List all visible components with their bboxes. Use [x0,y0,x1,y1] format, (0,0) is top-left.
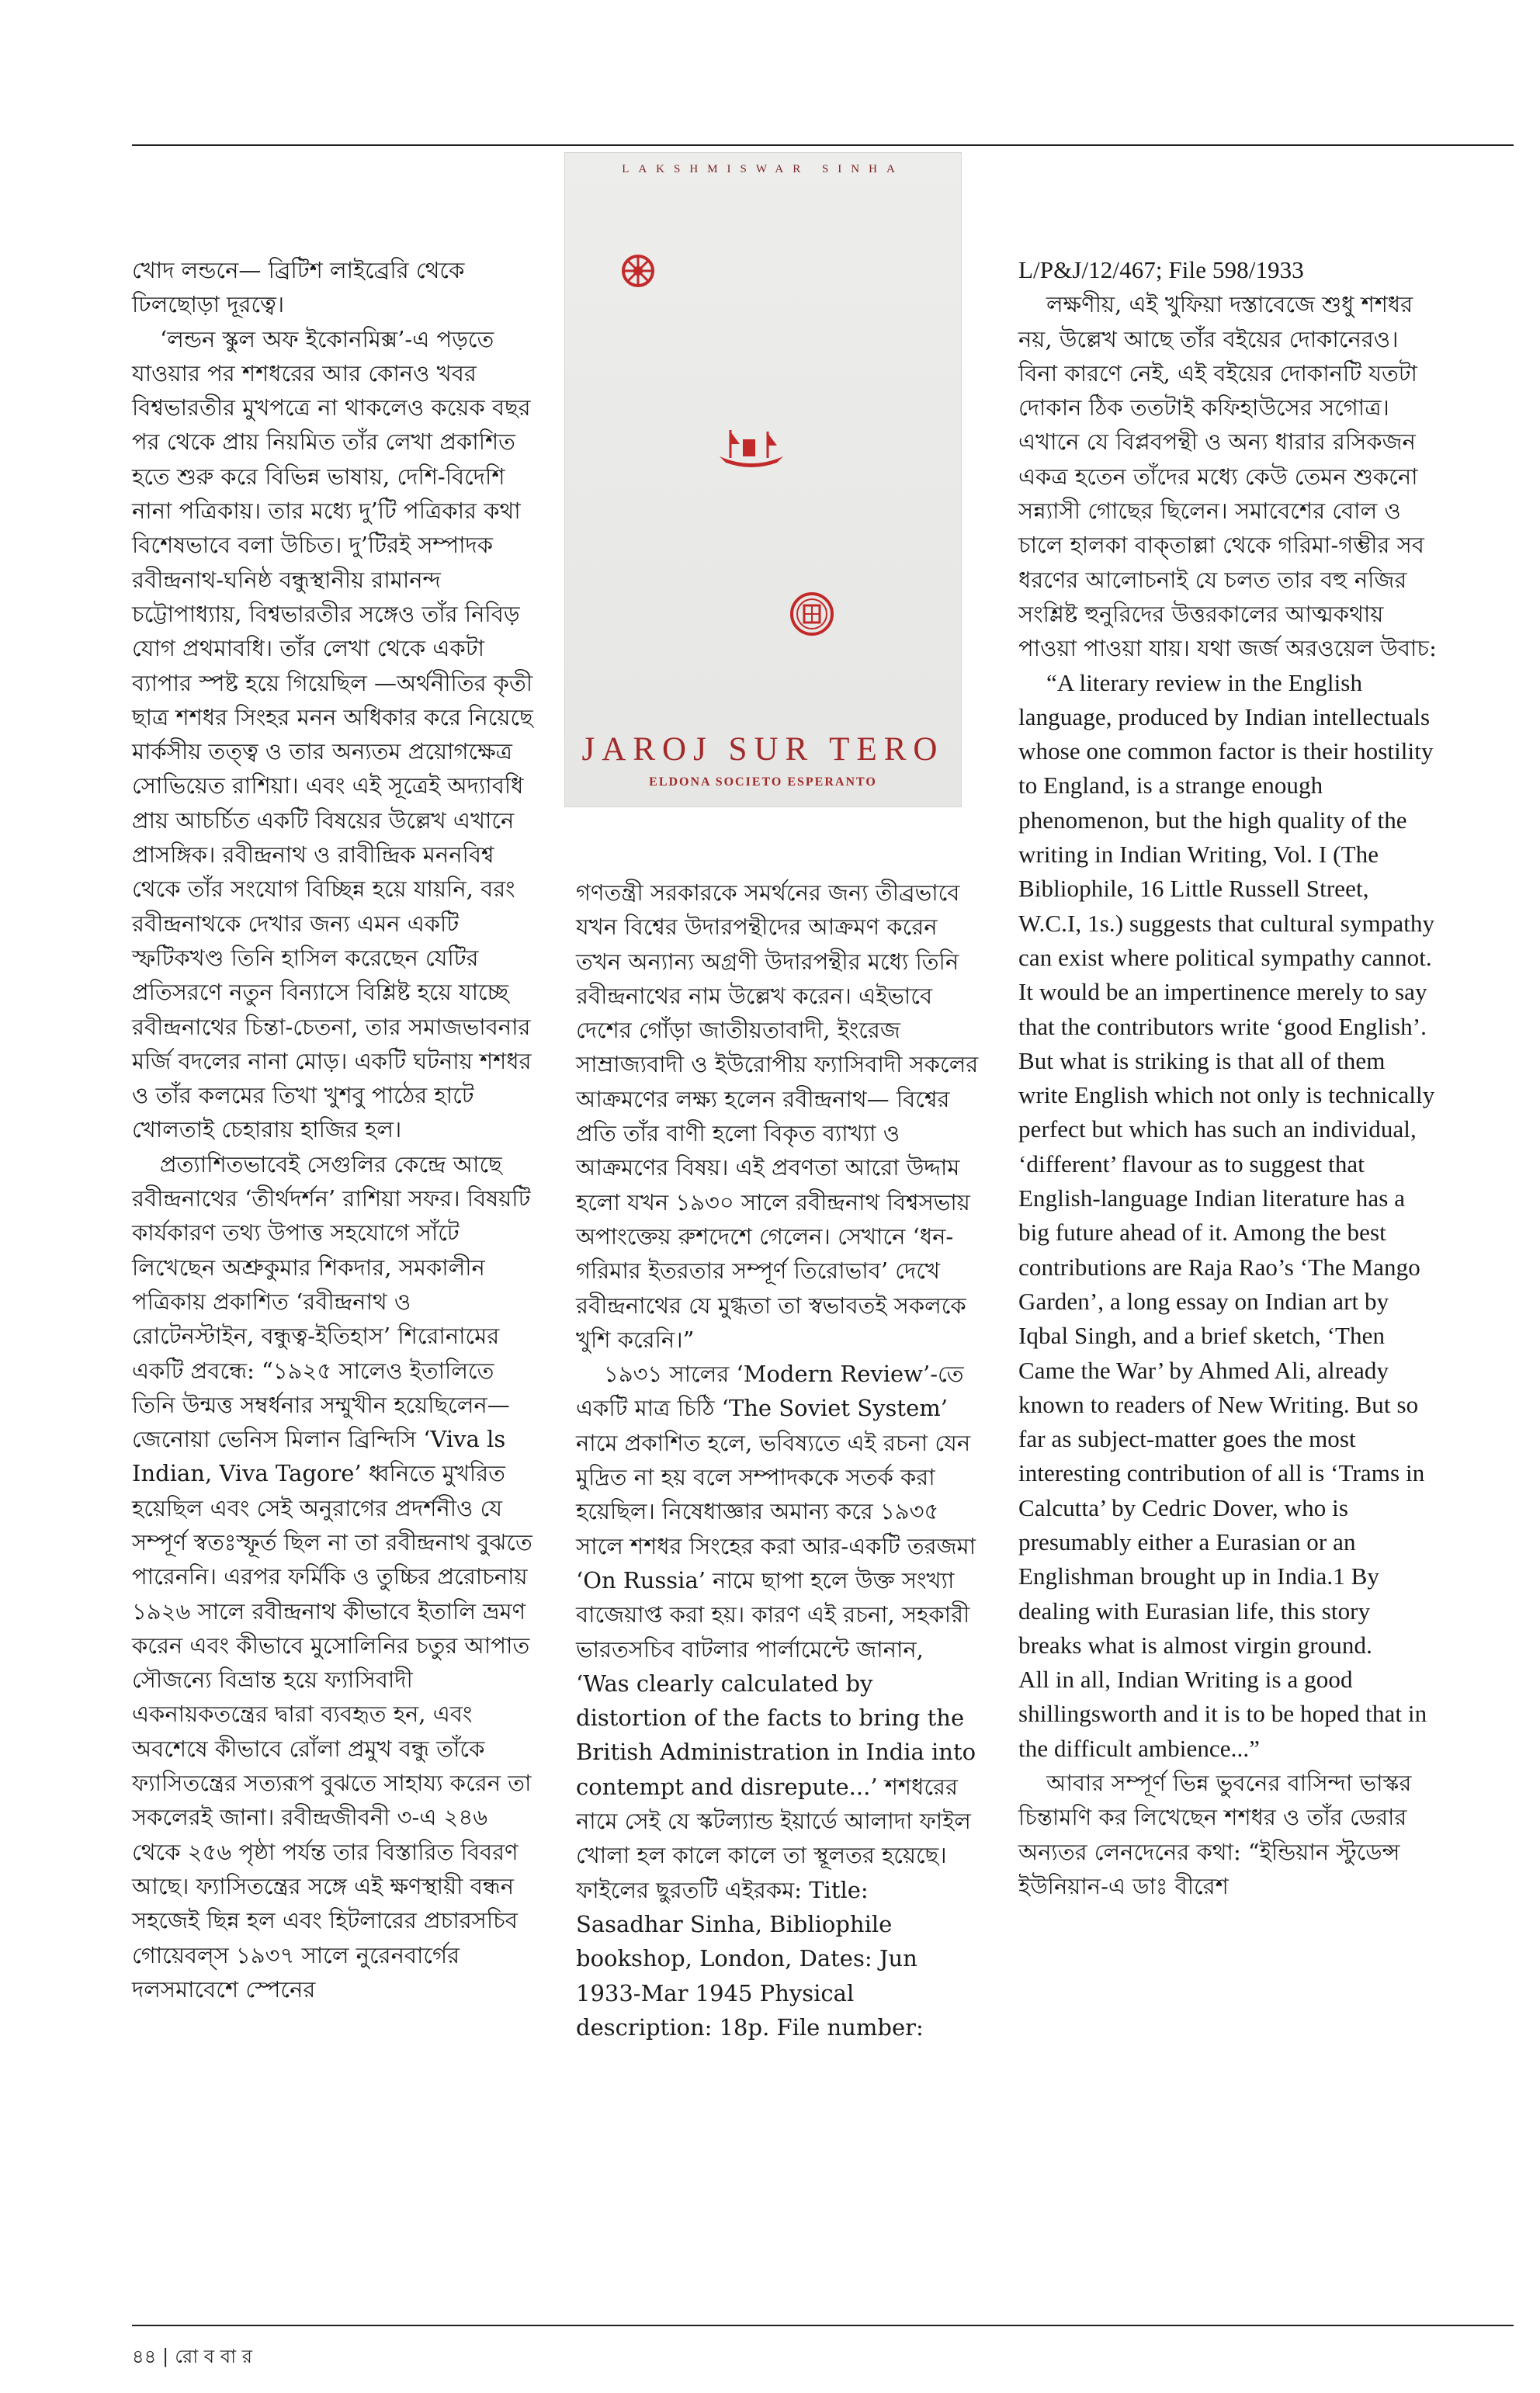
paragraph: গণতন্ত্রী সরকারকে সমর্থনের জন্য তীব্রভাবে যখন বিশ্বের উদারপন্থীদের আক্রমণ করেন তখন অন্যান্য অগ্রণী উদারপন্থীর মধ্যে তিনি রবীন্দ্রনাথের নাম উল্লেখ করেন। এইভাবে দেশের গোঁড়া জাতীয়তাবাদী, ইংরেজ সাম্রাজ্যবাদী ও ইউরোপীয় ফ্যাসিবাদী সকলের আক্রমণের লক্ষ্য হলেন রবীন্দ্রনাথ— বিশ্বের প্রতি তাঁর বাণী হলো বিকৃত ব্যাখ্যা ও আক্রমণের বিষয়। এই প্রবণতা আরো উদ্দাম হলো যখন ১৯৩০ সালে রবীন্দ্রনাথ বিশ্বসভায় অপাংক্তেয় রুশদেশে গেলেন। সেখানে ‘ধন-গরিমার ইতরতার সম্পূর্ণ তিরোভাব’ দেখে রবীন্দ্রনাথের যে মুগ্ধতা তা স্বভাবতই সকলকে খুশি করেনি।” [576,879,979,1353]
dharma-wheel-emblem [620,253,656,289]
article-column-1 [132,253,536,2006]
file-reference: L/P&J/12/467; File 598/1933 [1018,256,1304,283]
seal-emblem [789,591,834,636]
paragraph: ১৯৩১ সালের ‘Modern Review’-তে একটি মাত্র চিঠি ‘The Soviet System’ নামে প্রকাশিত হলে, ভবিষ্যতে এই রচনা যেন মুদ্রিত না হয় বলে সম্পাদককে সতর্ক করা হয়েছিল। নিষেধাজ্ঞার অমান্য করে ১৯৩৫ সালে শশধর সিংহের করা আর-একটি তরজমা ‘On Russia’ নামে ছাপা হলে উক্ত সংখ্যা বাজেয়াপ্ত করা হয়। কারণ এই রচনা, সহকারী ভারতসচিব বাটলার পার্লামেন্টে জানান, ‘Was clearly calculated by distortion of the facts to bring the British Administration in India into contempt and disrepute...’ শশধরের নামে সেই যে স্কটল্যান্ড ইয়ার্ডে আলাদা ফাইল খোলা হল কালে কালে তা স্থূলতর হয়েছে। ফাইলের ছুরতটি এইরকম: Title: Sasadhar Sinha, Bibliophile bookshop, London, Dates: Jun 1933-Mar 1945 Physical description: 18p. File number: [576,1361,976,2041]
magazine-name: রো ব বা র [175,2346,252,2367]
article-column-3 [1018,253,1438,1903]
footer-separator: | [162,2346,169,2367]
book-cover-image [564,152,962,807]
boat-emblem [716,424,786,472]
paragraph: আবার সম্পূর্ণ ভিন্ন ভুবনের বাসিন্দা ভাস্কর চিন্তামণি কর লিখেছেন শশধর ও তাঁর ডেরার অন্যতর লেনদেনের কথা: “ইন্ডিয়ান স্টুডেন্স ইউনিয়ান-এ ডাঃ বীরেশ [1018,1770,1412,1899]
paragraph: প্রত্যাশিতভাবেই সেগুলির কেন্দ্রে আছে রবীন্দ্রনাথের ‘তীর্থদর্শন’ রাশিয়া সফর। বিষয়টি কার্যকারণ তথ্য উপাত্ত সহযোগে সাঁটে লিখেছেন অশ্রুকুমার শিকদার, সমকালীন পত্রিকায় প্রকাশিত ‘রবীন্দ্রনাথ ও রোটেনস্টাইন, বন্ধুত্ব-ইতিহাস’ শিরোনামের একটি প্রবন্ধে: “১৯২৫ সালেও ইতালিতে তিনি উন্মত্ত সম্বর্ধনার সম্মুখীন হয়েছিলেন— জেনোয়া ভেনিস মিলান ব্রিন্দিসি ‘Viva ls Indian, Viva Tagore’ ধ্বনিতে মুখরিত হয়েছিল এবং সেই অনুরাগের প্রদর্শনীও যে সম্পূর্ণ স্বতঃস্ফূর্ত ছিল না তা রবীন্দ্রনাথ বুঝতে পারেননি। এরপর ফর্মিকি ও তুচ্চির প্ররোচনায় ১৯২৬ সালে রবীন্দ্রনাথ কীভাবে ইতালি ভ্রমণ করেন এবং কীভাবে মুসোলিনির চতুর আপাত সৌজন্যে বিভ্রান্ত হয়ে ফ্যাসিবাদী একনায়কতন্ত্রের দ্বারা ব্যবহৃত হন, এবং অবশেষে কীভাবে রোঁলা প্রমুখ বন্ধু তাঁকে ফ্যাসিতন্ত্রের সত্যরূপ বুঝতে সাহায্য করেন তা সকলেরই জানা। রবীন্দ্রজীবনী ৩-এ ২৪৬ থেকে ২৫৬ পৃষ্ঠা পর্যন্ত তার বিস্তারিত বিবরণ আছে। ফ্যাসিতন্ত্রের সঙ্গে এই ক্ষণস্থায়ী বন্ধন সহজেই ছিন্ন হল এবং হিটলারের প্রচারসচিব গোয়েবল্‌স ১৯৩৭ সালে নুরেনবার্গের দলসমাবেশে স্পেনের [132,1150,532,2003]
bottom-rule [132,2325,1514,2326]
cover-title: JAROJ SUR TERO [581,731,945,768]
paragraph: খোদ লন্ডনে— ব্রিটিশ লাইব্রেরি থেকে ঢিলছোড়া দূরত্বে। [132,257,465,318]
paragraph: ‘লন্ডন স্কুল অফ ইকোনমিক্স’-এ পড়তে যাওয়ার পর শশধরের আর কোনও খবর বিশ্বভারতীর মুখপত্রে না থাকলেও কয়েক বছর পর থেকে প্রায় নিয়মিত তাঁর লেখা প্রকাশিত হতে শুরু করে বিভিন্ন ভাষায়, দেশি-বিদেশি নানা পত্রিকায়। তার মধ্যে দু’টি পত্রিকার কথা বিশেষভাবে বলা উচিত। দু’টিরই সম্পাদক রবীন্দ্রনাথ-ঘনিষ্ঠ বন্ধুস্থানীয় রামানন্দ চট্টোপাধ্যায়, বিশ্বভারতীর সঙ্গেও তাঁর নিবিড় যোগ প্রথমাবধি। তাঁর লেখা থেকে একটা ব্যাপার স্পষ্ট হয়ে গিয়েছিল —অর্থনীতির কৃতী ছাত্র শশধর সিংহর মনন অধিকার করে নিয়েছে মার্কসীয় তত্ত্ব ও তার অন্যতম প্রয়োগক্ষেত্র সোভিয়েত রাশিয়া। এবং এই সূত্রেই অদ্যাবধি প্রায় আচর্চিত একটি বিষয়ের উল্লেখ এখানে প্রাসঙ্গিক। রবীন্দ্রনাথ ও রাবীন্দ্রিক মননবিশ্ব থেকে তাঁর সংযোগ বিচ্ছিন্ন হয়ে যায়নি, বরং রবীন্দ্রনাথকে দেখার জন্য এমন একটি স্ফটিকখণ্ড তিনি হাসিল করেছেন যেটির প্রতিসরণে নতুন বিন্যাসে বিশ্লিষ্ট হয়ে যাচ্ছে রবীন্দ্রনাথের চিন্তা-চেতনা, তার সমাজভাবনার মর্জি বদলের নানা মোড়। একটি ঘটনায় শশধর ও তাঁর কলমের তিখা খুশবু পাঠের হাটে খোলতাই চেহারায় হাজির হল। [132,325,533,1143]
cover-author: LAKSHMISWAR SINHA [622,163,904,175]
orwell-quote: “A literary review in the English language, produced by Indian intellectuals whose one common factor is their hostility to England, is a strange enough phenomenon, but the high quality of the writing in Indian Writing, Vol. I (The Bibliophile, 16 Little Russell Street, W.C.I, 1s.) suggests that cultural sympathy can exist where political sympathy cannot. It would be an impertinence merely to say that the contributors write ‘good English’. But what is striking is that all of them write English which not only is technically perfect but which has such an individual, ‘different’ flavour as to suggest that English-language Indian literature has a big future ahead of it. Among the best contributions are Raja Rao’s ‘The Mango Garden’, a long essay on Indian art by Iqbal Singh, and a brief sketch, ‘Then Came the War’ by Ahmed Ali, already known to readers of New Writing. But so far as subject-matter goes the most interesting contribution of all is ‘Trams in Calcutta’ by Cedric Dover, who is presumably either a Eurasian or an Englishman brought up in India.1 By dealing with Eurasian life, this story breaks what is almost virgin ground. [1018,668,1435,1659]
cover-publisher: ELDONA SOCIETO ESPERANTO [649,775,877,789]
article-column-2 [576,876,981,2044]
paragraph: লক্ষণীয়, এই খুফিয়া দস্তাবেজে শুধু শশধর নয়, উল্লেখ আছে তাঁর বইয়ের দোকানেরও। বিনা কারণে নেই, এই বইয়ের দোকানটি যতটা দোকান ঠিক ততটাই কফিহাউসের সগোত্র। এখানে যে বিপ্লবপন্থী ও অন্য ধারার রসিকজন একত্র হতেন তাঁদের মধ্যে কেউ তেমন শুকনো সন্ন্যাসী গোছের ছিলেন। সমাবেশের বোল ও চালে হালকা বাক্‌তাল্লা থেকে গরিমা-গম্ভীর সব ধরণের আলোচনাই যে চলত তার বহু নজির সংশ্লিষ্ট হুনুরিদের উত্তরকালের আত্মকথায় পাওয়া পাওয়া যায়। যথা জর্জ অরওয়েল উবাচ: [1018,291,1437,662]
page-number: ৪৪ [132,2346,157,2367]
orwell-quote-end: All in all, Indian Writing is a good shillingsworth and it is to be hoped that in the difficult ambience...” [1018,1666,1427,1762]
page-footer [132,2343,252,2374]
top-rule [132,144,1514,146]
